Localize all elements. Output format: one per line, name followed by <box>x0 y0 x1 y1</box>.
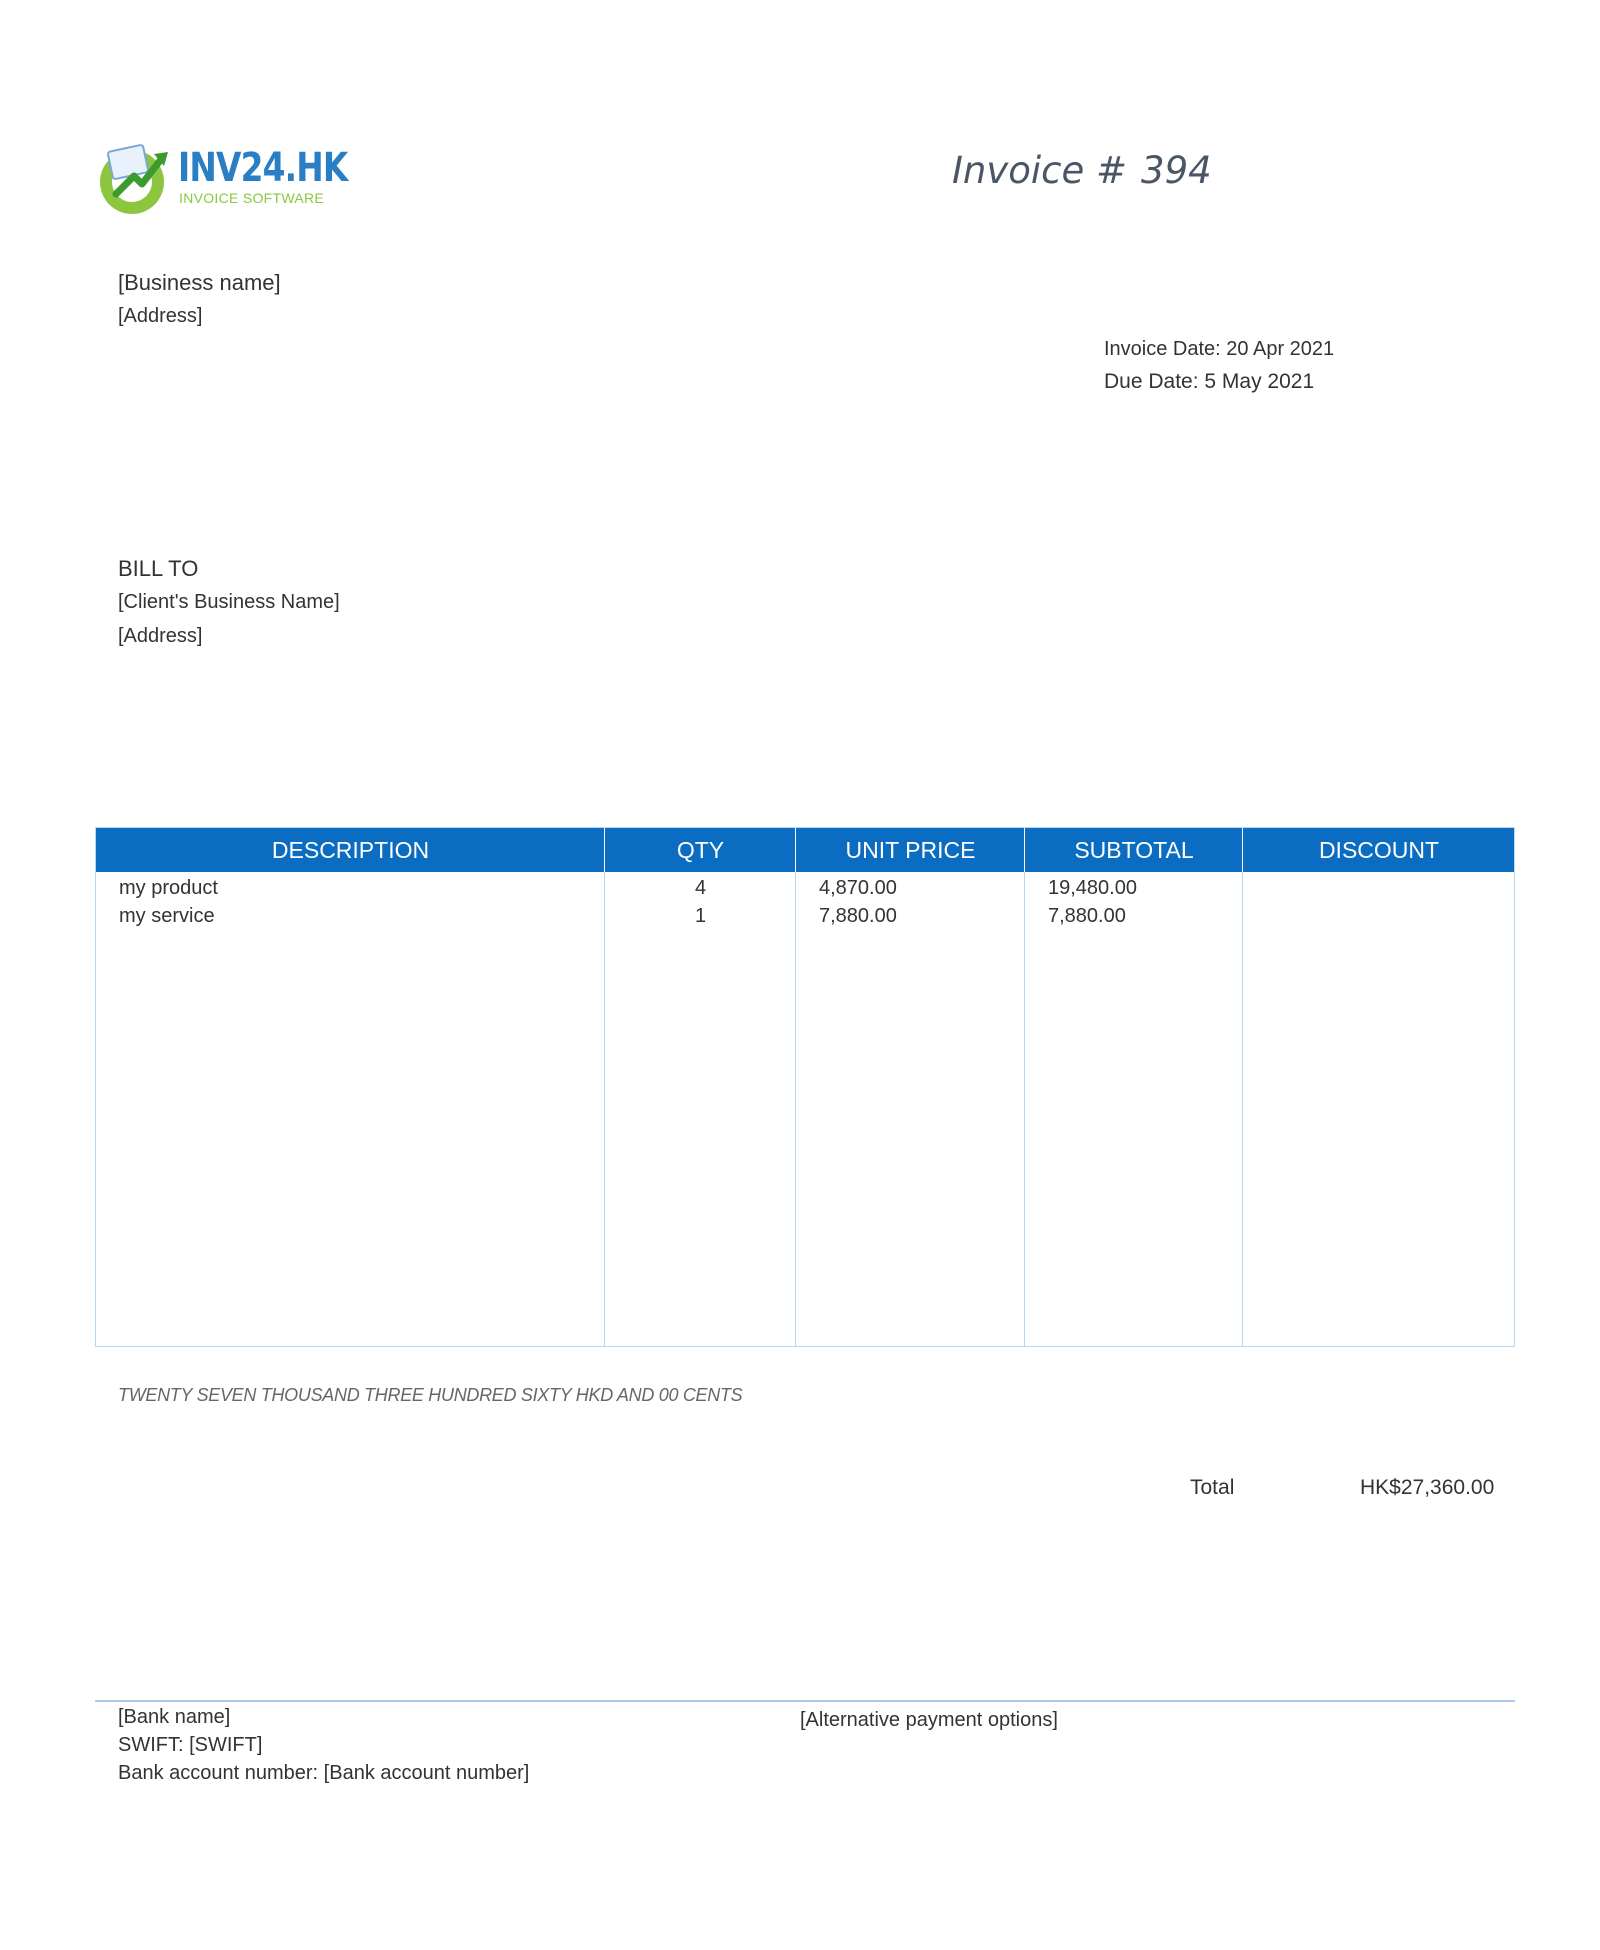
table-header <box>96 828 1514 872</box>
row-description: my service <box>119 905 215 927</box>
invoice-date: Invoice Date: 20 Apr 2021 <box>1104 338 1335 360</box>
header-description: DESCRIPTION <box>271 837 430 863</box>
invoice-number: 394 <box>1141 149 1212 192</box>
logo-brand: INV24.HK <box>178 145 348 191</box>
seller-name: [Business name] <box>118 270 281 295</box>
company-logo <box>96 138 348 216</box>
client-address: [Address] <box>118 625 203 647</box>
total-value: HK$27,360.00 <box>1360 1476 1495 1499</box>
header-divider <box>1242 828 1243 872</box>
header-subtotal: SUBTOTAL <box>1074 837 1194 863</box>
total-label: Total <box>1190 1476 1235 1499</box>
row-subtotal: 7,880.00 <box>1048 905 1126 927</box>
invoice-title-label: Invoice # <box>952 149 1128 192</box>
header-divider <box>1024 828 1025 872</box>
row-qty: 1 <box>694 905 707 927</box>
header-qty: QTY <box>676 837 725 863</box>
due-date: Due Date: 5 May 2021 <box>1104 370 1315 393</box>
column-divider <box>1024 828 1025 1346</box>
bank-account: Bank account number: [Bank account number] <box>118 1762 530 1784</box>
logo-tagline: INVOICE SOFTWARE <box>179 190 325 206</box>
invoice-title <box>952 149 1212 192</box>
row-description: my product <box>119 877 218 899</box>
logo-icon <box>96 138 174 216</box>
bank-swift: SWIFT: [SWIFT] <box>118 1734 263 1756</box>
header-unit-price: UNIT PRICE <box>845 837 976 863</box>
row-qty: 4 <box>694 877 707 899</box>
row-subtotal: 19,480.00 <box>1048 877 1137 899</box>
footer-divider <box>95 1700 1515 1702</box>
row-unit-price: 4,870.00 <box>819 877 897 899</box>
header-discount: DISCOUNT <box>1318 837 1440 863</box>
column-divider <box>1242 828 1243 1346</box>
bank-name: [Bank name] <box>118 1706 231 1728</box>
line-items-table <box>95 827 1515 1347</box>
seller-address: [Address] <box>118 305 203 327</box>
header-divider <box>795 828 796 872</box>
client-name: [Client's Business Name] <box>118 591 340 613</box>
header-divider <box>604 828 605 872</box>
amount-in-words: TWENTY SEVEN THOUSAND THREE HUNDRED SIXTY HKD AND 00 CENTS <box>118 1385 743 1405</box>
alternative-payment: [Alternative payment options] <box>800 1709 1058 1731</box>
row-unit-price: 7,880.00 <box>819 905 897 927</box>
bill-to-heading: BILL TO <box>118 556 199 581</box>
